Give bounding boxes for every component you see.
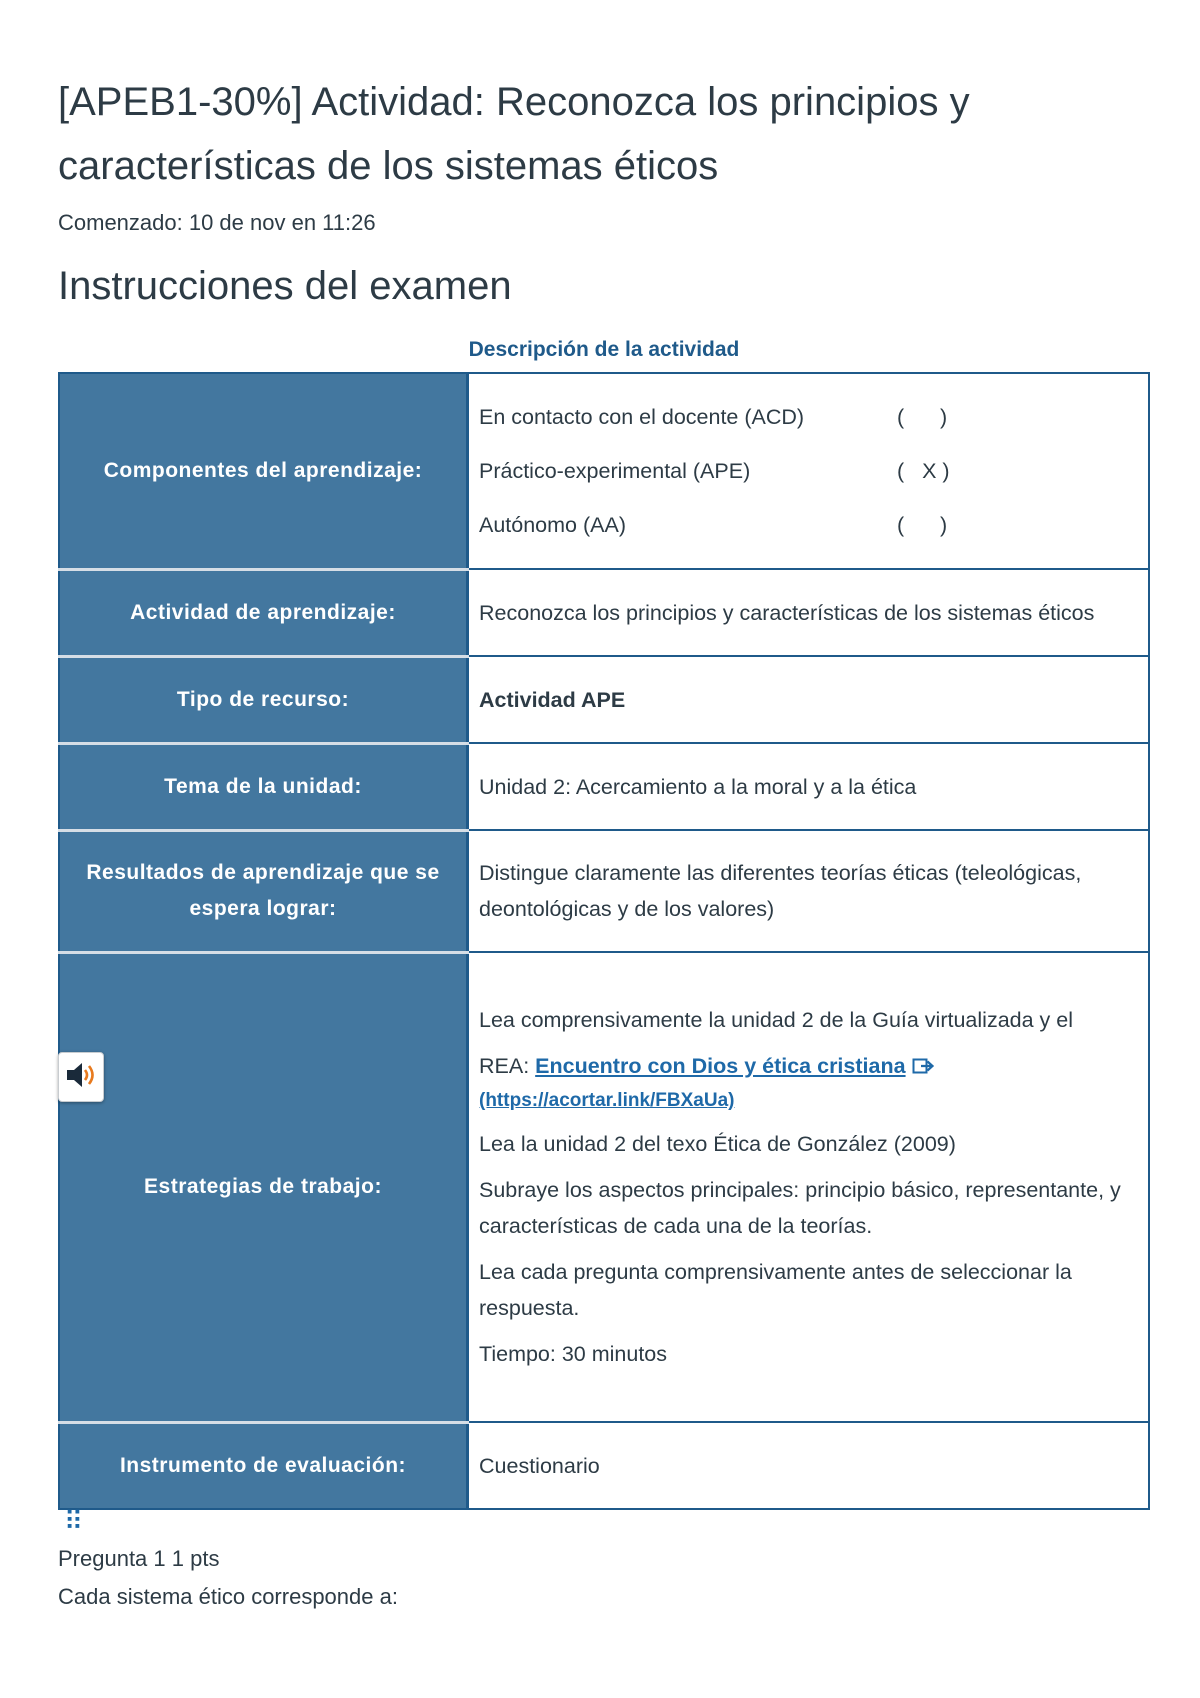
row-expected-results <box>59 830 1149 952</box>
expected-results-value: Distingue claramente las diferentes teorías éticas (teleológicas, deontológicas y de los valores) <box>468 830 1150 952</box>
evaluation-instrument-label: Instrumento de evaluación: <box>59 1422 468 1509</box>
quiz-page <box>58 70 1154 1510</box>
learning-activity-label: Actividad de aprendizaje: <box>59 569 468 656</box>
components-value <box>468 373 1150 569</box>
learning-activity-value: Reconozca los principios y características de los sistemas éticos <box>468 569 1150 656</box>
component-name: En contacto con el docente (ACD) <box>479 405 805 429</box>
component-aa <box>479 498 1138 552</box>
rea-short-link[interactable]: (https://acortar.link/FBXaUa) <box>479 1090 735 1111</box>
component-name: Autónomo (AA) <box>479 513 626 537</box>
row-work-strategies <box>59 952 1149 1422</box>
component-acd <box>479 390 1138 444</box>
component-mark: ( X ) <box>897 459 950 483</box>
started-timestamp: Comenzado: 10 de nov en 11:26 <box>58 210 376 235</box>
unit-topic-label: Tema de la unidad: <box>59 743 468 830</box>
row-components <box>59 373 1149 569</box>
instructions-heading: Instrucciones del examen <box>58 264 512 308</box>
table-caption: Descripción de la actividad <box>468 338 740 361</box>
drag-handle-icon[interactable]: ⠿ <box>64 1506 84 1536</box>
component-mark: ( ) <box>897 513 948 537</box>
component-mark: ( ) <box>897 405 948 429</box>
question-header: Pregunta 1 1 pts <box>58 1546 220 1571</box>
strategy-paragraph: Subraye los aspectos principales: principio básico, representante, y características de cada una de la teorías. <box>479 1178 1121 1238</box>
read-aloud-button[interactable] <box>58 1052 104 1102</box>
strategy-paragraph: Tiempo: 30 minutos <box>479 1342 668 1366</box>
rea-short-link-line <box>479 1084 1138 1116</box>
strategy-paragraph: Lea cada pregunta comprensivamente antes de seleccionar la respuesta. <box>479 1260 1072 1320</box>
strategy-paragraph: Lea la unidad 2 del texo Ética de González (2009) <box>479 1132 956 1156</box>
components-label: Componentes del aprendizaje: <box>59 373 468 569</box>
work-strategies-value <box>468 952 1150 1422</box>
resource-type-label: Tipo de recurso: <box>59 656 468 743</box>
work-strategies-label: Estrategias de trabajo: <box>59 952 468 1422</box>
rea-prefix: REA: <box>479 1054 536 1078</box>
speaker-icon <box>64 1060 98 1095</box>
rea-link[interactable]: Encuentro con Dios y ética cristiana <box>535 1054 906 1078</box>
component-ape <box>479 444 1138 498</box>
strategy-rea <box>479 1048 1138 1084</box>
component-name: Práctico-experimental (APE) <box>479 459 751 483</box>
activity-description-table <box>58 372 1150 1510</box>
row-learning-activity <box>59 569 1149 656</box>
row-resource-type <box>59 656 1149 743</box>
external-link-icon[interactable] <box>912 1050 934 1068</box>
question-text: Cada sistema ético corresponde a: <box>58 1584 398 1609</box>
row-unit-topic <box>59 743 1149 830</box>
quiz-title: [APEB1-30%] Actividad: Reconozca los principios y características de los sistemas éticos <box>58 80 970 188</box>
strategy-paragraph: Lea comprensivamente la unidad 2 de la Guía virtualizada y el <box>479 1008 1073 1032</box>
resource-type-value: Actividad APE <box>468 656 1150 743</box>
unit-topic-value: Unidad 2: Acercamiento a la moral y a la ética <box>468 743 1150 830</box>
evaluation-instrument-value: Cuestionario <box>468 1422 1150 1509</box>
row-evaluation-instrument <box>59 1422 1149 1509</box>
expected-results-label: Resultados de aprendizaje que se espera lograr: <box>59 830 468 952</box>
